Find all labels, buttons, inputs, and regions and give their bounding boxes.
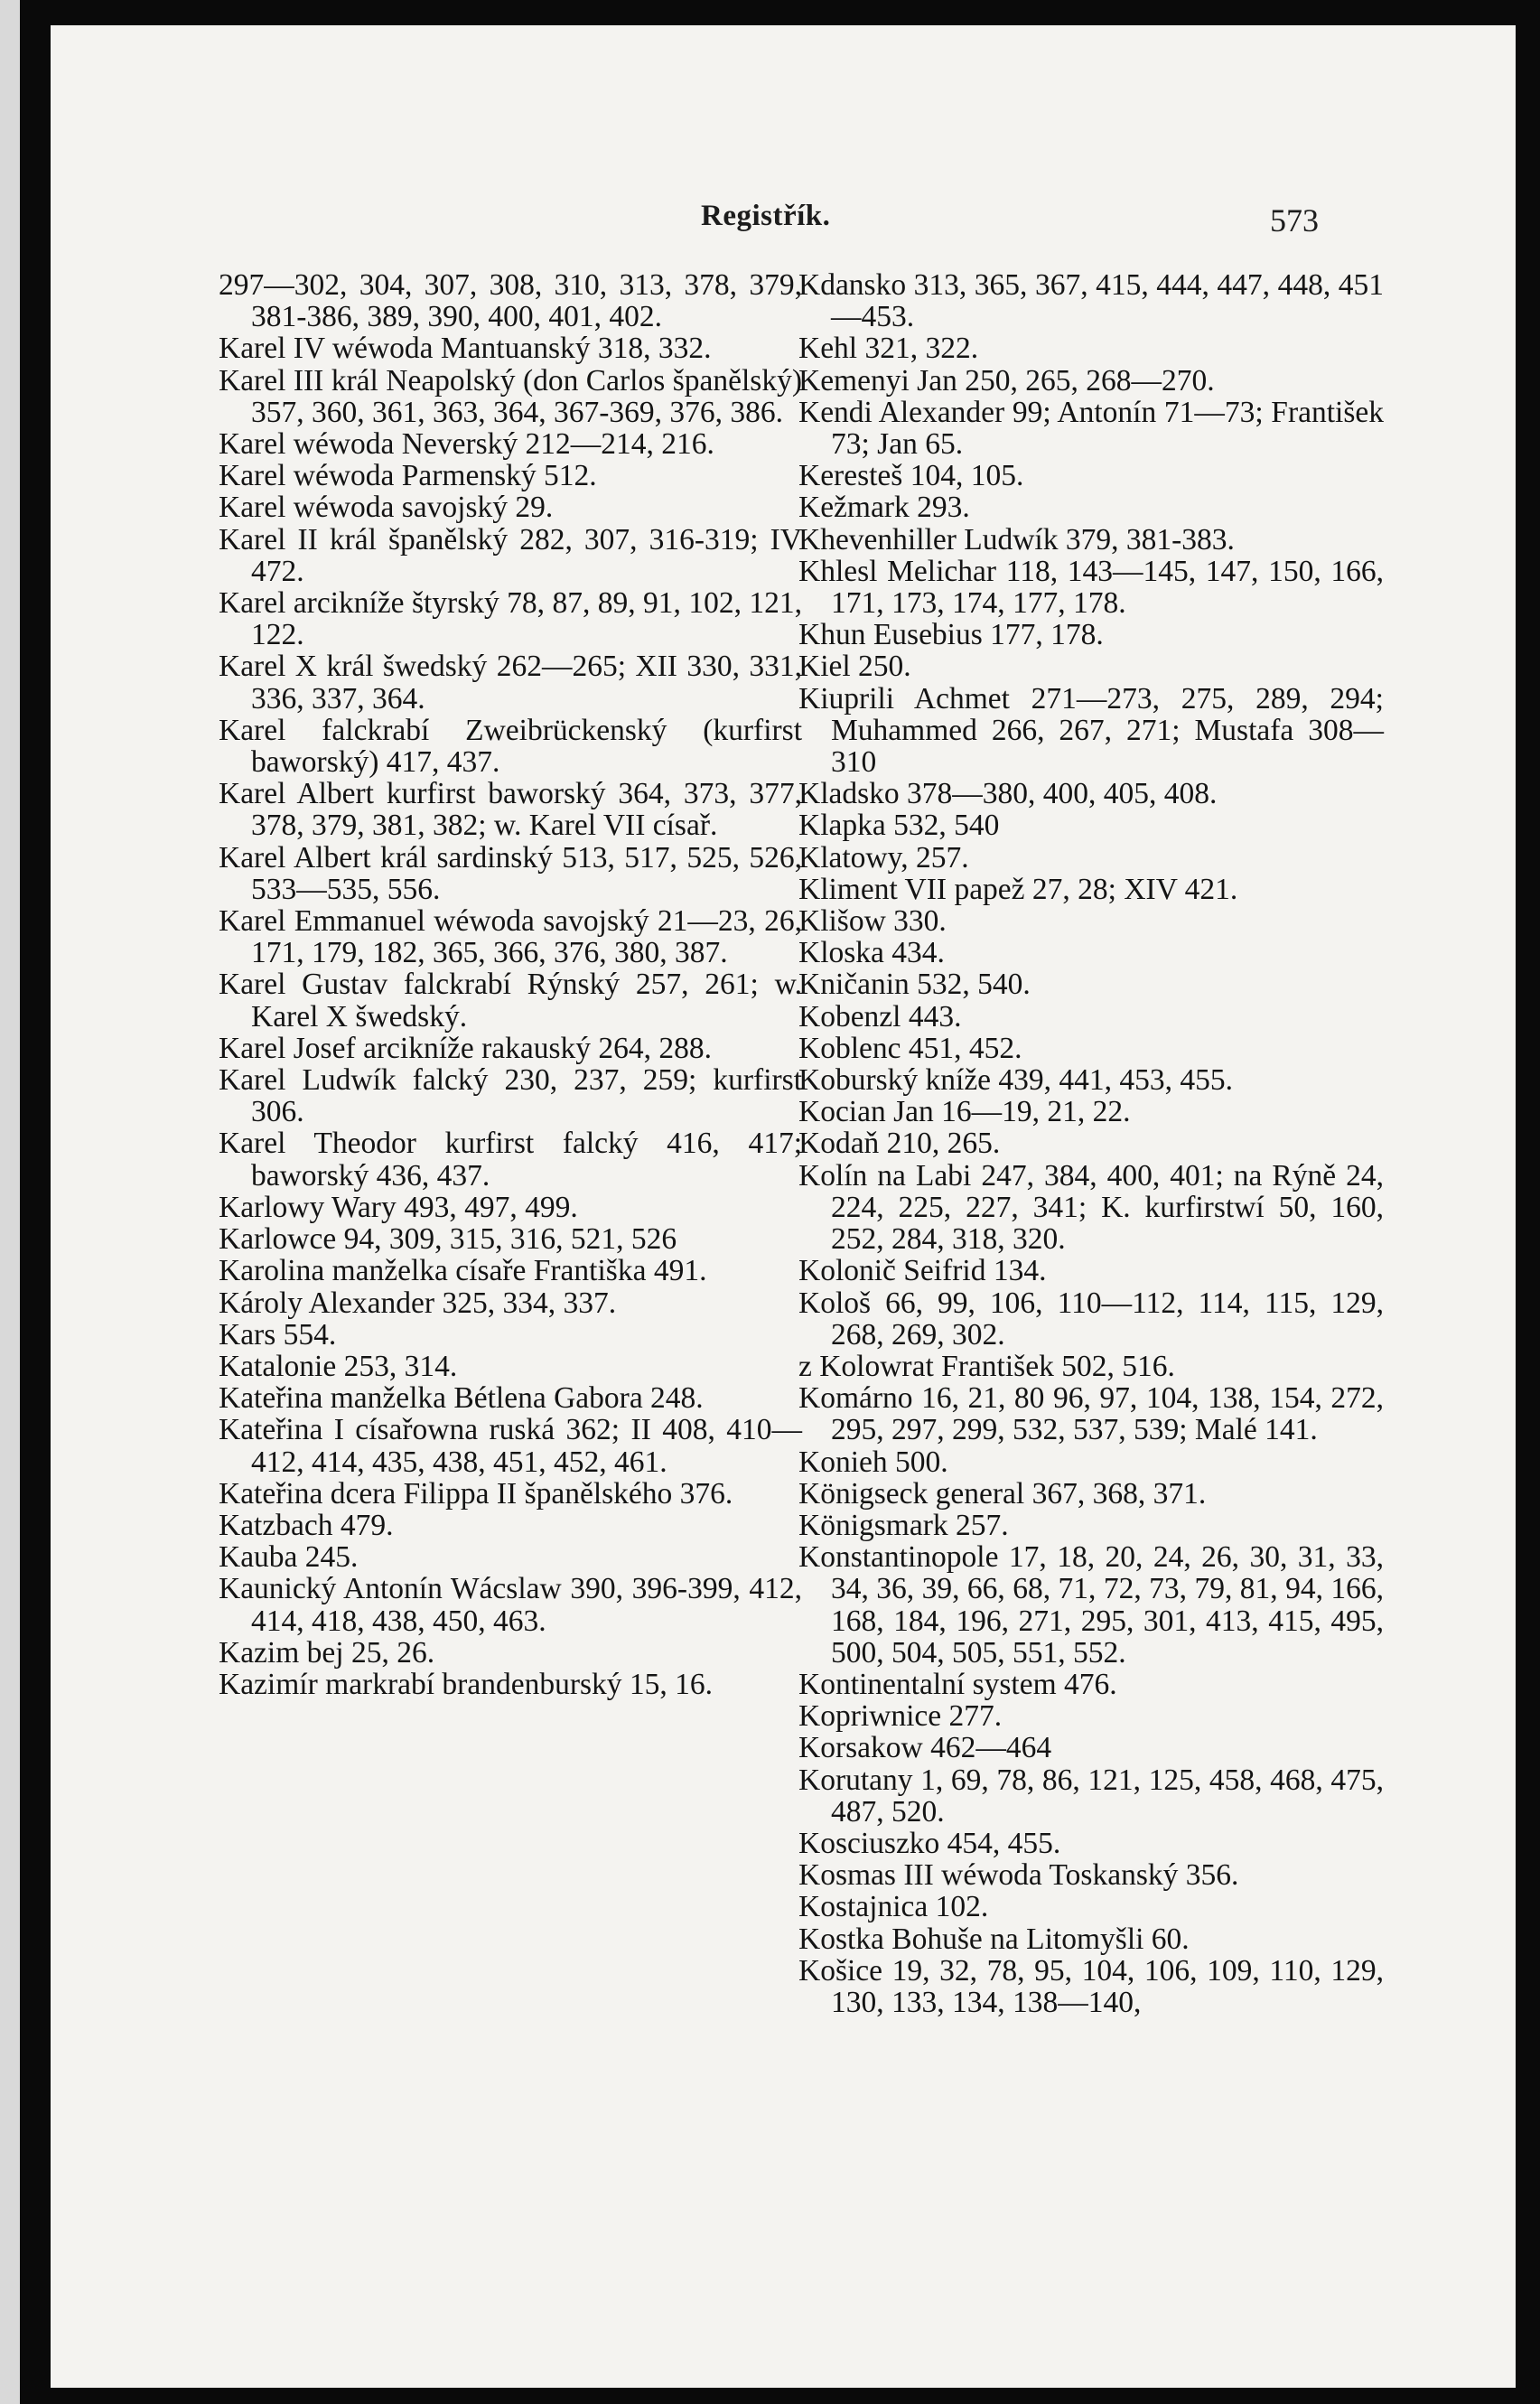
- index-entry: 297—302, 304, 307, 308, 310, 313, 378, 379, 381-386, 389, 390, 400, 401, 402.: [219, 268, 802, 334]
- index-entry: Kazimír markrabí brandenburský 15, 16.: [219, 1667, 714, 1701]
- index-entry: Karel Albert kurfirst baworský 364, 373, 377, 378, 379, 381, 382; w. Karel VII císař.: [219, 777, 802, 843]
- index-entry: Kateřina dcera Filippa II španělského 376.: [219, 1476, 733, 1511]
- index-entry: Königseck general 367, 368, 371.: [798, 1476, 1207, 1511]
- index-entry: Klišow 330.: [798, 904, 947, 939]
- index-entry: Khlesl Melichar 118, 143—145, 147, 150, 166, 171, 173, 174, 177, 178.: [798, 554, 1384, 621]
- index-entry: Kiel 250.: [798, 650, 911, 684]
- index-entry: Kloska 434.: [798, 936, 945, 970]
- index-entry: Karlowy Wary 493, 497, 499.: [219, 1190, 578, 1224]
- index-entry: Karel Gustav falckrabí Rýnský 257, 261; w. Karel X šwedský.: [219, 968, 802, 1034]
- index-entry: Karel falckrabí Zweibrückenský (kurfirst baworský) 417, 437.: [219, 713, 802, 780]
- index-entry: Kocian Jan 16—19, 21, 22.: [798, 1095, 1131, 1129]
- index-entry: Khun Eusebius 177, 178.: [798, 618, 1104, 652]
- index-entry: Klatowy, 257.: [798, 840, 969, 875]
- index-entry: Karel X král šwedský 262—265; XII 330, 331, 336, 337, 364.: [219, 650, 802, 716]
- page-header: [51, 174, 1516, 239]
- index-entry: Karel IV wéwoda Mantuanský 318, 332.: [219, 332, 712, 366]
- running-head: Registřík.: [701, 200, 831, 232]
- index-entry: Kološ 66, 99, 106, 110—112, 114, 115, 129, 268, 269, 302.: [798, 1286, 1384, 1352]
- index-entry: Kolonič Seifrid 134.: [798, 1254, 1047, 1288]
- index-entry: Kauba 245.: [219, 1540, 359, 1575]
- index-column-left: [219, 269, 802, 1700]
- index-entry: Karel wéwoda Neverský 212—214, 216.: [219, 427, 714, 462]
- index-entry: Karel Josef arcikníže rakauský 264, 288.: [219, 1031, 713, 1065]
- index-entry: Korutany 1, 69, 78, 86, 121, 125, 458, 468, 475, 487, 520.: [798, 1763, 1384, 1829]
- index-entry: Klapka 532, 540: [798, 809, 1000, 843]
- index-entry: Karel Emmanuel wéwoda savojský 21—23, 26, 171, 179, 182, 365, 366, 376, 380, 387.: [219, 904, 802, 970]
- index-entry: Koblenc 451, 452.: [798, 1031, 1022, 1065]
- index-entry: Keresteš 104, 105.: [798, 459, 1024, 493]
- index-entry: Košice 19, 32, 78, 95, 104, 106, 109, 110, 129, 130, 133, 134, 138—140,: [798, 1953, 1384, 2019]
- index-entry: Koburský kníže 439, 441, 453, 455.: [798, 1063, 1234, 1098]
- index-entry: Kiuprili Achmet 271—273, 275, 289, 294; Muhammed 266, 267, 271; Mustafa 308—310: [798, 681, 1384, 780]
- index-entry: Katalonie 253, 314.: [219, 1349, 458, 1383]
- index-entry: Korsakow 462—464: [798, 1731, 1052, 1765]
- index-entry: Kazim bej 25, 26.: [219, 1635, 435, 1670]
- index-entry: Karel Ludwík falcký 230, 237, 259; kurfirst 306.: [219, 1063, 802, 1129]
- index-column-right: [798, 269, 1384, 2018]
- page-number: 573: [1270, 202, 1319, 239]
- index-entry: Katzbach 479.: [219, 1508, 394, 1542]
- index-entry: Kostajnica 102.: [798, 1890, 989, 1924]
- scan-left-edge: [0, 0, 20, 2404]
- index-entry: Kontinentalní system 476.: [798, 1667, 1117, 1701]
- index-entry: Kostka Bohuše na Litomyšli 60.: [798, 1922, 1190, 1956]
- index-entry: Kladsko 378—380, 400, 405, 408.: [798, 777, 1218, 811]
- index-entry: Kodaň 210, 265.: [798, 1127, 1001, 1161]
- index-entry: Kendi Alexander 99; Antonín 71—73; František 73; Jan 65.: [798, 395, 1384, 462]
- index-entry: Kemenyi Jan 250, 265, 268—270.: [798, 363, 1215, 398]
- index-entry: Kolín na Labi 247, 384, 400, 401; na Rýně 24, 224, 225, 227, 341; K. kurfirstwí 50, 160, 252, 284, 318, 320.: [798, 1158, 1384, 1257]
- index-entry: Kobenzl 443.: [798, 999, 962, 1034]
- index-entry: Kateřina manželka Bétlena Gabora 248.: [219, 1381, 704, 1416]
- index-entry: Kars 554.: [219, 1317, 337, 1352]
- index-entry: Kosciuszko 454, 455.: [798, 1826, 1061, 1860]
- index-entry: z Kolowrat František 502, 516.: [798, 1349, 1175, 1383]
- index-entry: Khevenhiller Ludwík 379, 381-383.: [798, 522, 1235, 557]
- index-entry: Komárno 16, 21, 80 96, 97, 104, 138, 154, 272, 295, 297, 299, 532, 537, 539; Malé 141.: [798, 1381, 1384, 1447]
- index-entry: Karolina manželka císaře Františka 491.: [219, 1254, 707, 1288]
- index-entry: Kehl 321, 322.: [798, 332, 979, 366]
- book-page: [51, 25, 1516, 2388]
- index-entry: Kosmas III wéwoda Toskanský 356.: [798, 1858, 1239, 1893]
- index-entry: Kdansko 313, 365, 367, 415, 444, 447, 448, 451—453.: [798, 268, 1384, 334]
- index-entry: Karel arcikníže štyrský 78, 87, 89, 91, 102, 121, 122.: [219, 586, 802, 652]
- index-entry: Karlowce 94, 309, 315, 316, 521, 526: [219, 1222, 677, 1257]
- index-entry: Karel wéwoda Parmenský 512.: [219, 459, 597, 493]
- index-entry: Konieh 500.: [798, 1445, 948, 1479]
- index-entry: Kaunický Antonín Wácslaw 390, 396-399, 412, 414, 418, 438, 450, 463.: [219, 1572, 802, 1638]
- index-entry: Kliment VII papež 27, 28; XIV 421.: [798, 872, 1238, 906]
- index-entry: Karel III král Neapolský (don Carlos španělský) 357, 360, 361, 363, 364, 367-369, 376, 386.: [219, 363, 802, 429]
- index-entry: Karel Albert král sardinský 513, 517, 525, 526, 533—535, 556.: [219, 840, 802, 906]
- index-entry: Karel Theodor kurfirst falcký 416, 417; baworský 436, 437.: [219, 1127, 802, 1193]
- index-entry: Kopriwnice 277.: [798, 1699, 1003, 1734]
- index-entry: Konstantinopole 17, 18, 20, 24, 26, 30, 31, 33, 34, 36, 39, 66, 68, 71, 72, 73, 79, 81, 94, 166, 168, 184, 196, 271, 295, 301, 413, 415, 495, 500, 504, 505, 551, 552.: [798, 1540, 1384, 1670]
- index-entry: Kežmark 293.: [798, 491, 970, 525]
- index-entry: Károly Alexander 325, 334, 337.: [219, 1286, 617, 1320]
- index-entry: Karel wéwoda savojský 29.: [219, 491, 554, 525]
- index-entry: Karel II král španělský 282, 307, 316-319; IV 472.: [219, 522, 802, 588]
- index-entry: Kateřina I císařowna ruská 362; II 408, 410—412, 414, 435, 438, 451, 452, 461.: [219, 1413, 802, 1479]
- index-entry: Kničanin 532, 540.: [798, 968, 1031, 1002]
- index-entry: Königsmark 257.: [798, 1508, 1009, 1542]
